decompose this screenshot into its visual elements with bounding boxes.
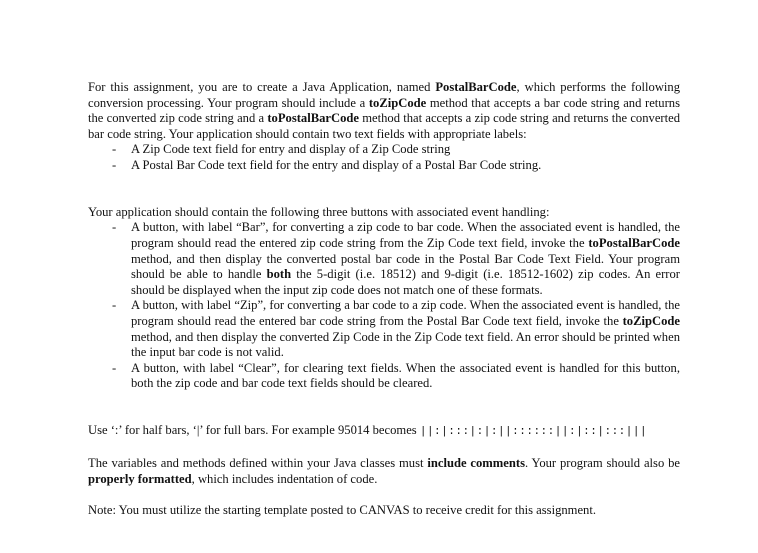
buttons-intro-paragraph: Your application should contain the following three buttons with associated event handling: bbox=[88, 204, 550, 219]
method-tozipcode: toZipCode bbox=[368, 95, 427, 110]
note-paragraph: Note: You must utilize the starting template posted to CANVAS to receive credit for this assignment. bbox=[88, 503, 596, 518]
list-item: - A Zip Code text field for entry and display of a Zip Code string bbox=[112, 142, 451, 157]
barcode-example-paragraph: Use ‘:’ for half bars, ‘|’ for full bars. For example 95014 becomes ||:|:::|:|:||::::::||:|::|:::||| bbox=[88, 423, 648, 439]
method-topostalbarcode: toPostalBarCode bbox=[267, 111, 359, 126]
list-item-zip-button: - A button, with label “Zip”, for converting a bar code to a zip code. When the associated event is handled, the program should read the entered bar code string from the Postal Bar Code text field, invoke the toZipCode method, and then display the converted Zip Code in the Zip Code text field. An error should be printed when the input bar code is not valid. bbox=[112, 298, 680, 360]
app-name: PostalBarCode bbox=[435, 80, 517, 94]
intro-paragraph: For this assignment, you are to create a Java Application, named PostalBarCode, which performs the following conversion processing. Your program should include a toZipCode method that accepts a bar code string and returns the converted zip code string and a toPostalBarCode method that accepts a zip code string and returns the converted bar code string. Your application should contain two text fields with appropriate labels: bbox=[88, 80, 681, 141]
list-item-clear-button: - A button, with label “Clear”, for clearing text fields. When the associated event is handled for this button, both the zip code and bar code text fields should be cleared. bbox=[112, 360, 680, 391]
button-list bbox=[88, 220, 680, 392]
text-field-list bbox=[88, 142, 680, 173]
list-item: - A Postal Bar Code text field for the entry and display of a Postal Bar Code string. bbox=[112, 157, 542, 172]
assignment-document bbox=[88, 80, 680, 519]
barcode-example: ||:|:::|:|:||::::::||:|::|:::||| bbox=[419, 426, 648, 439]
list-item-bar-button: - A button, with label “Bar”, for converting a zip code to bar code. When the associated event is handled, the program should read the entered zip code string from the Zip Code text field, invoke the toPostalBarCode method, and then display the converted postal bar code in the Postal Bar Code Text Field. Your program should be able to handle both the 5-digit (i.e. 18512) and 9-digit (i.e. 18512-1602) zip codes. An error should be displayed when the input zip code does not match one of these formats. bbox=[112, 220, 680, 297]
formatting-paragraph: The variables and methods defined within your Java classes must include comments. Your program should also be properly formatted, which includes indentation of code. bbox=[88, 456, 680, 486]
